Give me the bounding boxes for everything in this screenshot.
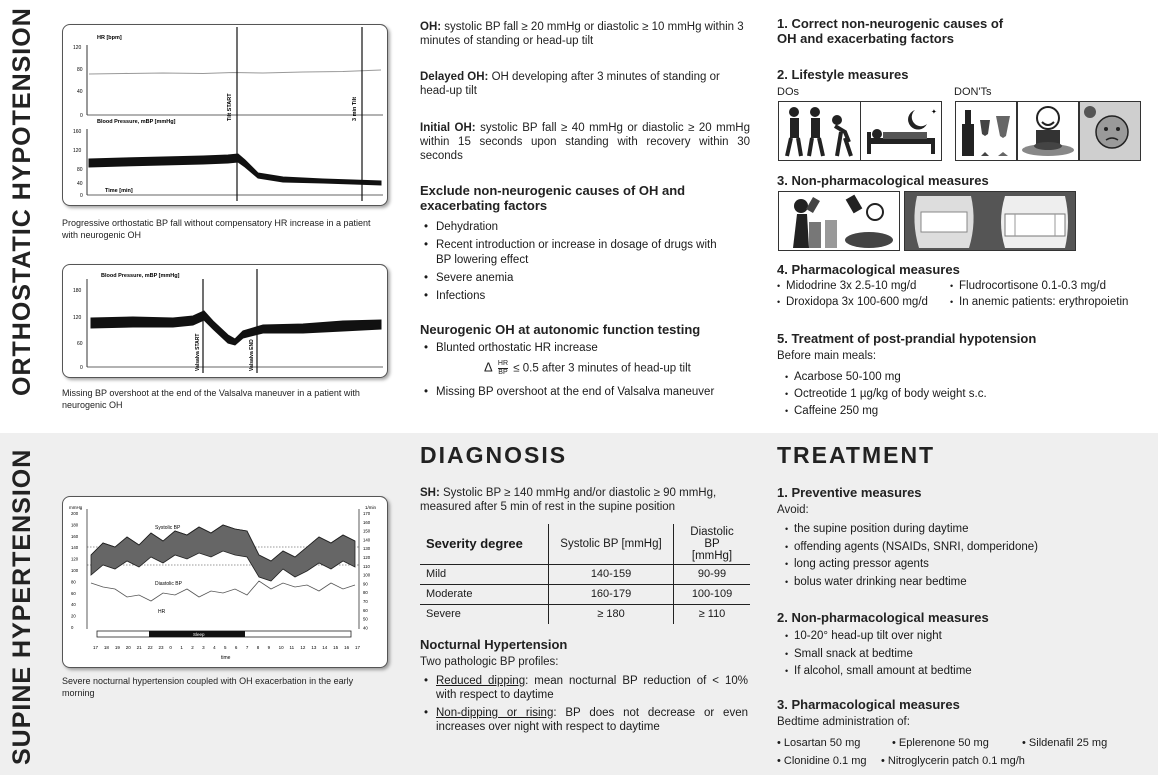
left-tick: 100 <box>71 568 79 573</box>
non-dipping-text: : BP does not decrease or even increases over night with respect to daytime <box>436 707 748 733</box>
sh-text: Systolic BP ≥ 140 mmHg and/or diastolic ≥ 90 mmHg, measured after 5 min of rest in the supine position <box>420 487 717 513</box>
valsalva-tick: 120 <box>73 315 82 321</box>
oh-tilt-chart-panel <box>62 24 388 206</box>
right-unit-label: 1/min <box>365 505 377 510</box>
dos-label: DOs <box>777 86 799 98</box>
hour-tick: 21 <box>136 645 142 650</box>
walking-people-image <box>778 101 862 161</box>
right-tick: 90 <box>363 581 368 587</box>
right-tick: 40 <box>363 625 368 631</box>
right-tick: 130 <box>363 546 371 552</box>
eating-image <box>1017 101 1079 161</box>
left-unit-label: mmHg <box>69 505 83 510</box>
oh-pharm-list-right <box>950 279 1155 310</box>
right-tick: 150 <box>363 528 371 534</box>
hour-tick: 7 <box>245 645 249 650</box>
non-dipping-term: Non-dipping or rising <box>436 707 554 719</box>
sh-term: SH: <box>420 487 440 499</box>
before-meals-label: Before main meals: <box>777 350 877 362</box>
abdominal-binder-image <box>904 191 1076 251</box>
hr-24h-line <box>91 581 355 601</box>
walking-people-icon <box>779 102 861 160</box>
sweating-face-icon <box>1080 102 1140 160</box>
hour-tick: 4 <box>213 645 216 650</box>
diastolic-label: Diastolic BP <box>155 581 182 587</box>
alcohol-bottles-icon <box>956 102 1016 160</box>
tilt-start-label: Tilt START <box>227 93 233 121</box>
hr-tick: 120 <box>73 45 82 51</box>
valsalva-tick: 180 <box>73 288 82 294</box>
formula-denominator: BP <box>498 369 508 376</box>
sh-nonpharm-heading: 2. Non-pharmacological measures <box>777 610 989 625</box>
table-row <box>420 584 750 604</box>
bp-tick: 160 <box>73 129 82 135</box>
water-salt-image <box>778 191 900 251</box>
profiles-list <box>420 674 748 734</box>
left-tick: 80 <box>71 579 76 585</box>
oh-pharm-list-left <box>777 279 957 310</box>
sh-pharm-heading: 3. Pharmacological measures <box>777 697 960 712</box>
drug-item: • Losartan 50 mg <box>777 737 861 749</box>
drug-item: • Nitroglycerin patch 0.1 mg/h <box>881 755 1025 767</box>
oh-valsalva-caption: Missing BP overshoot at the end of the Valsalva maneuver in a patient with neurogenic OH <box>62 388 360 410</box>
list-item: • offending agents (NSAIDs, SNRI, domperidone) <box>785 539 1125 557</box>
left-tick: 180 <box>71 522 79 528</box>
treatment-heading: TREATMENT <box>777 442 936 468</box>
lifestyle-heading: 2. Lifestyle measures <box>777 67 909 82</box>
hour-tick: 16 <box>344 645 350 650</box>
list-item: • the supine position during daytime <box>785 521 1125 539</box>
list-item: • Blunted orthostatic HR increase <box>420 341 750 356</box>
hour-tick: 2 <box>191 645 194 650</box>
left-tick: 40 <box>71 602 76 608</box>
hr-tick: 80 <box>77 67 83 73</box>
delayed-oh-text: OH developing after 3 minutes of standing or head-up tilt <box>420 71 720 97</box>
oh-nonpharm-heading: 3. Non-pharmacological measures <box>777 173 989 188</box>
hour-tick: 15 <box>333 645 339 650</box>
oh-treatment-1-text: 1. Correct non-neurogenic causes of OH and exacerbating factors <box>777 16 1004 46</box>
severity-table <box>420 524 750 624</box>
oh-pharm-heading: 4. Pharmacological measures <box>777 262 960 277</box>
left-tick: 120 <box>71 556 79 562</box>
hr-ticks <box>73 45 83 119</box>
table-header: Systolic BP [mmHg] <box>549 524 674 564</box>
list-item: • Small snack at bedtime <box>785 646 1125 664</box>
oh-definition <box>420 20 750 48</box>
profiles-label: Two pathologic BP profiles: <box>420 656 559 668</box>
list-item: • long acting pressor agents <box>785 556 1125 574</box>
right-tick: 70 <box>363 599 368 604</box>
hour-tick: 18 <box>103 645 109 650</box>
hr-tick: 40 <box>77 89 83 95</box>
right-tick: 50 <box>363 616 368 622</box>
hour-tick: 1 <box>180 645 183 650</box>
formula-text: ≤ 0.5 after 3 minutes of head-up tilt <box>513 362 691 375</box>
bp-24h-band <box>91 525 355 581</box>
drug-name: Losartan 50 mg <box>783 737 861 749</box>
neurogenic-oh-heading: Neurogenic OH at autonomic function testing <box>420 322 701 337</box>
left-tick: 20 <box>71 613 76 619</box>
left-tick: 60 <box>71 590 76 596</box>
initial-oh-definition <box>420 121 750 163</box>
drug-name: Nitroglycerin patch 0.1 mg/h <box>887 755 1025 767</box>
sh-chart-caption: Severe nocturnal hypertension coupled with OH exacerbation in the early morning <box>62 676 354 698</box>
table-cell: 140-159 <box>549 564 674 584</box>
exclude-causes-list <box>420 220 720 304</box>
list-item: • Infections <box>420 289 720 304</box>
large-meal-icon <box>1018 102 1078 160</box>
table-cell: Mild <box>426 568 447 580</box>
right-tick: 120 <box>363 555 371 560</box>
hour-tick: 6 <box>234 645 238 650</box>
valsalva-tick: 0 <box>80 365 83 371</box>
drug-name: Clonidine 0.1 mg <box>783 755 867 767</box>
oh-term: OH: <box>420 21 442 33</box>
right-tick: 170 <box>363 511 371 516</box>
left-tick: 140 <box>71 545 79 551</box>
hr-bp-formula <box>484 360 754 377</box>
hour-tick: 11 <box>289 645 295 650</box>
bp-tick: 120 <box>73 148 82 154</box>
avoid-label: Avoid: <box>777 504 809 516</box>
drug-name: Eplerenone 50 mg <box>898 737 989 749</box>
list-item <box>420 674 748 702</box>
hour-tick: 0 <box>169 645 172 650</box>
valsalva-bp-label: Blood Pressure, mBP [mmHg] <box>101 273 180 279</box>
list-item: • Caffeine 250 mg <box>785 403 1085 420</box>
delayed-oh-term: Delayed OH: <box>420 71 489 83</box>
hour-tick: 20 <box>125 645 131 650</box>
time-label: time <box>221 655 231 661</box>
diagnosis-heading: DIAGNOSIS <box>420 442 568 468</box>
valsalva-ticks <box>73 288 83 371</box>
hr-tick: 0 <box>80 113 83 119</box>
exclude-causes-heading: Exclude non-neurogenic causes of OH and exacerbating factors <box>420 183 686 213</box>
list-item: • Recent introduction or increase in dosage of drugs with BP lowering effect <box>420 238 720 268</box>
bp-tick: 80 <box>77 167 83 173</box>
hour-tick: 13 <box>311 645 317 650</box>
hr-series-line <box>89 70 381 74</box>
hour-tick: 23 <box>158 645 164 650</box>
right-tick: 60 <box>363 607 368 613</box>
list-item: • Missing BP overshoot at the end of Valsalva maneuver <box>420 385 760 400</box>
hour-tick: 19 <box>114 645 120 650</box>
right-tick: 100 <box>363 572 371 578</box>
table-cell: Moderate <box>426 588 473 600</box>
oh-treatment-1 <box>777 16 1107 46</box>
bedtime-label: Bedtime administration of: <box>777 716 910 728</box>
heat-image <box>1079 101 1141 161</box>
oh-valsalva-chart <box>63 265 387 377</box>
list-item: • Midodrine 3x 2.5-10 mg/d <box>777 279 957 295</box>
hour-tick: 10 <box>278 645 284 650</box>
formula-delta: Δ <box>484 359 493 375</box>
hour-tick: 8 <box>256 645 260 650</box>
bp-ticks <box>73 129 83 199</box>
right-tick: 110 <box>363 563 370 569</box>
table-cell: ≥ 110 <box>674 604 751 624</box>
hr-label: HR <box>158 609 166 615</box>
table-row <box>420 564 750 584</box>
neurogenic-oh-list <box>420 341 750 356</box>
nocturnal-heading: Nocturnal Hypertension <box>420 637 568 652</box>
donts-label: DON'Ts <box>954 86 992 98</box>
left-tick: 160 <box>71 533 79 539</box>
list-item: • Droxidopa 3x 100-600 mg/d <box>777 295 957 311</box>
postprandial-heading: 5. Treatment of post-prandial hypotension <box>777 331 1037 346</box>
oh-tilt-chart <box>63 25 387 205</box>
hour-tick: 22 <box>147 645 153 650</box>
formula-numerator: HR <box>497 360 509 367</box>
time-axis-label: Time [min] <box>105 188 133 194</box>
reduced-dipping-term: Reduced dipping <box>436 675 526 687</box>
valsalva-tick: 60 <box>77 341 83 347</box>
table-cell: ≥ 180 <box>549 604 674 624</box>
hour-tick: 12 <box>300 645 306 650</box>
tilt-3min-label: 3 min Tilt <box>352 96 358 121</box>
table-header: Severity degree <box>426 536 523 552</box>
sh-24h-chart-panel <box>62 496 388 668</box>
drug-item: • Sildenafil 25 mg <box>1022 737 1108 749</box>
list-item: • bolus water drinking near bedtime <box>785 574 1125 592</box>
table-header-row <box>420 524 750 564</box>
list-item: • If alcohol, small amount at bedtime <box>785 663 1125 681</box>
right-tick: 140 <box>363 537 371 543</box>
hour-tick: 14 <box>322 645 328 650</box>
bp-axis-label: Blood Pressure, mBP [mmHg] <box>97 119 176 125</box>
oh-tilt-caption: Progressive orthostatic BP fall without compensatory HR increase in a patient with neurogenic OH <box>62 218 371 240</box>
list-item: • In anemic patients: erythropoietin <box>950 295 1155 311</box>
avoid-list <box>785 521 1125 591</box>
table-header: Diastolic BP [mmHg] <box>674 524 751 564</box>
left-ticks <box>71 511 79 630</box>
preventive-heading: 1. Preventive measures <box>777 485 922 500</box>
list-item <box>420 706 748 734</box>
initial-oh-term: Initial OH: <box>420 122 476 134</box>
hour-tick: 17 <box>355 645 361 650</box>
reduced-dipping-text: : mean nocturnal BP reduction of < 10% with respect to daytime <box>436 675 748 701</box>
drug-item: • Eplerenone 50 mg <box>892 737 989 749</box>
right-tick: 160 <box>363 519 371 525</box>
sh-24h-chart <box>63 497 387 667</box>
right-ticks <box>363 511 371 630</box>
postprandial-list <box>785 369 1085 420</box>
drug-name: Sildenafil 25 mg <box>1028 737 1108 749</box>
hour-tick: 9 <box>267 645 271 650</box>
list-item: • Fludrocortisone 0.1-0.3 mg/d <box>950 279 1155 295</box>
orthostatic-hypotension-title: ORTHOSTATIC HYPOTENSION <box>8 7 36 396</box>
valsalva-start-label: Valsalva START <box>195 333 201 371</box>
bp-tick: 40 <box>77 181 83 187</box>
sh-definition <box>420 486 750 514</box>
bed-moon-icon <box>861 102 941 160</box>
bed-moon-image <box>860 101 942 161</box>
table-cell: 100-109 <box>674 584 751 604</box>
left-tick: 0 <box>71 625 74 630</box>
list-item: • 10-20° head-up tilt over night <box>785 628 1125 646</box>
table-cell: 90-99 <box>674 564 751 584</box>
table-cell: Severe <box>426 608 461 621</box>
sh-nonpharm-list <box>785 628 1125 681</box>
hr-axis-label: HR [bpm] <box>97 35 122 41</box>
water-drinking-icon <box>779 192 899 250</box>
hour-tick: 5 <box>224 645 227 650</box>
hour-tick: 17 <box>93 645 99 650</box>
list-item: • Octreotide 1 µg/kg of body weight s.c. <box>785 386 1085 403</box>
left-tick: 200 <box>71 511 79 516</box>
hour-tick: 3 <box>202 645 205 650</box>
oh-text: systolic BP fall ≥ 20 mmHg or diastolic ≥ 10 mmHg within 3 minutes of standing or head-up tilt <box>420 21 744 47</box>
bp-series-band <box>89 154 381 185</box>
valsalva-bp-band <box>91 311 381 345</box>
hour-ticks <box>93 645 361 650</box>
list-item: • Severe anemia <box>420 271 720 286</box>
sleep-label: Sleep <box>193 632 205 637</box>
supine-hypertension-title: SUPINE HYPERTENSION <box>8 448 36 765</box>
svg-text:✦: ✦ <box>931 109 937 116</box>
table-cell: 160-179 <box>549 584 674 604</box>
abdominal-binder-icon <box>905 192 1075 250</box>
drug-item: • Clonidine 0.1 mg <box>777 755 867 767</box>
delayed-oh-definition <box>420 70 750 98</box>
right-tick: 80 <box>363 590 368 596</box>
alcohol-image <box>955 101 1017 161</box>
table-row <box>420 604 750 624</box>
initial-oh-text: systolic BP fall ≥ 40 mmHg or diastolic ≥ 20 mmHg within 15 seconds upon standing with recovery within 30 seconds <box>420 122 751 162</box>
valsalva-end-label: Valsalva END <box>249 339 255 371</box>
list-item: • Dehydration <box>420 220 720 235</box>
oh-valsalva-chart-panel <box>62 264 388 378</box>
bp-tick: 0 <box>80 193 83 199</box>
list-item: • Acarbose 50-100 mg <box>785 369 1085 386</box>
neurogenic-oh-list-2 <box>420 385 760 400</box>
systolic-label: Systolic BP <box>155 525 181 531</box>
